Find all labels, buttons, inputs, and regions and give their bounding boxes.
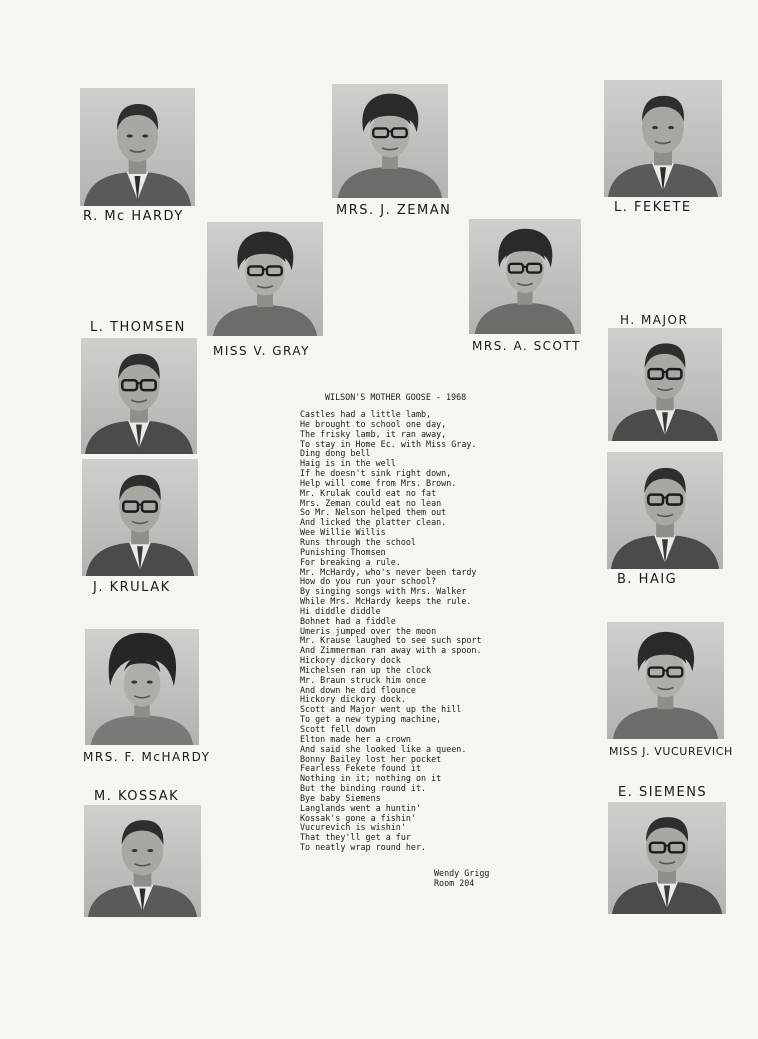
poem-line: Wee Willie Willis [300, 527, 386, 538]
portrait-man-suit-icon [84, 805, 201, 917]
portrait-man-suit-icon [604, 80, 722, 197]
poem-line: While Mrs. McHardy keeps the rule. [300, 596, 472, 607]
poem-line: And down he did flounce [300, 684, 416, 695]
poem-line: Mr. Braun struck him once [300, 674, 427, 685]
poem-line: Mr. Krause laughed to see such sport [300, 635, 482, 646]
poem-line: Ding dong bell [300, 448, 371, 459]
name-label: M. KOSSAK [94, 789, 180, 804]
portrait-man-glasses-icon [82, 459, 198, 576]
poem-line: That they'll get a fur [300, 832, 411, 843]
portrait-man-glasses-icon [607, 452, 723, 569]
name-label: B. HAIG [617, 572, 678, 587]
portrait-photo-fekete [604, 80, 722, 197]
poem-line: Help will come from Mrs. Brown. [300, 477, 457, 488]
poem-line: Hickory dickory dock [300, 655, 401, 666]
name-label: MISS V. GRAY [213, 344, 310, 358]
portrait-photo-kossak [84, 805, 201, 917]
portrait-photo-mchardy-f [85, 629, 199, 745]
poem-line: Hickory dickory dock. [300, 694, 406, 705]
portrait-man-glasses-icon [81, 338, 197, 454]
portrait-photo-haig [607, 452, 723, 569]
name-label: H. MAJOR [620, 313, 689, 327]
portrait-photo-zeman [332, 84, 448, 198]
poem-line: The frisky lamb, it ran away, [300, 428, 447, 439]
poem-line: Punishing Thomsen [300, 546, 386, 557]
poem-line: Langlands went a huntin' [300, 802, 422, 813]
portrait-photo-vucurevich [607, 622, 724, 739]
poem-line: To get a new typing machine, [300, 714, 442, 725]
poem-line: And said she looked like a queen. [300, 743, 467, 754]
poem-line: So Mr. Nelson helped them out [300, 507, 447, 518]
poem-line: Haig is in the well [300, 458, 396, 469]
poem-line: For breaking a rule. [300, 556, 401, 567]
name-label: MRS. J. ZEMAN [336, 203, 452, 218]
portrait-man-glasses-icon [608, 328, 722, 441]
poem-line: But the binding round it. [300, 783, 427, 794]
poem-line: Hi diddle diddle [300, 605, 381, 616]
poem-line: Runs through the school [300, 536, 416, 547]
portrait-photo-gray [207, 222, 323, 336]
poem-line: By singing songs with Mrs. Walker [300, 586, 467, 597]
name-label: E. SIEMENS [618, 785, 708, 800]
poem-line: Kossak's gone a fishin' [300, 812, 416, 823]
poem-title: WILSON'S MOTHER GOOSE - 1968 [325, 392, 467, 402]
poem-line: Vucurevich is wishin' [300, 822, 406, 833]
poem-line: Scott and Major went up the hill [300, 704, 462, 715]
poem-line: And Zimmerman ran away with a spoon. [300, 645, 482, 656]
portrait-woman-glasses-icon [469, 219, 581, 334]
poem-body [300, 410, 550, 853]
poem-line: Mr. McHardy, who's never been tardy [300, 566, 477, 577]
portrait-photo-major [608, 328, 722, 441]
poem-line: To stay in Home Ec. with Miss Gray. [300, 438, 477, 449]
portrait-photo-krulak [82, 459, 198, 576]
portrait-woman-glasses-icon [332, 84, 448, 198]
name-label: MRS. A. SCOTT [472, 339, 581, 353]
portrait-man-glasses-icon [608, 802, 726, 914]
portrait-woman-glasses-icon [607, 622, 724, 739]
portrait-photo-scott [469, 219, 581, 334]
poem-line: He brought to school one day, [300, 418, 447, 429]
poem-line: Castles had a little lamb, [300, 409, 432, 419]
portrait-photo-thomsen [81, 338, 197, 454]
poem-line: And licked the platter clean. [300, 517, 447, 528]
poem-author: Wendy Grigg [434, 868, 490, 878]
name-label: J. KRULAK [93, 580, 171, 595]
portrait-photo-siemens [608, 802, 726, 914]
portrait-woman-icon [85, 629, 199, 745]
poem-line: Scott fell down [300, 724, 376, 734]
name-label: R. Mc HARDY [83, 209, 184, 224]
poem-line: Mrs. Zeman could eat no lean [300, 497, 442, 508]
poem-line: How do you run your school? [300, 576, 437, 587]
name-label: MISS J. VUCUREVICH [609, 745, 733, 758]
poem-line: If he doesn't sink right down, [300, 468, 452, 479]
poem-line: Elton made her a crown [300, 733, 411, 744]
poem-line: Mr. Krulak could eat no fat [300, 487, 437, 498]
portrait-photo-mchardy-r [80, 88, 195, 206]
poem-line: Fearless Fekete found it [300, 763, 422, 774]
portrait-woman-glasses-icon [207, 222, 323, 336]
poem-line: Nothing in it; nothing on it [300, 773, 442, 784]
poem-room: Room 204 [434, 878, 475, 888]
poem-line: Bonny Bailey lost her pocket [300, 753, 442, 764]
poem-line: To neatly wrap round her. [300, 842, 427, 853]
poem-line: Bye baby Siemens [300, 792, 381, 803]
poem-line: Umeris jumped over the moon [300, 625, 437, 636]
poem-line: Michelsen ran up the clock [300, 664, 432, 675]
poem-line: Bohnet had a fiddle [300, 615, 396, 626]
name-label: L. FEKETE [614, 200, 692, 215]
portrait-man-suit-icon [80, 88, 195, 206]
name-label: MRS. F. McHARDY [83, 750, 211, 764]
name-label: L. THOMSEN [90, 320, 186, 335]
